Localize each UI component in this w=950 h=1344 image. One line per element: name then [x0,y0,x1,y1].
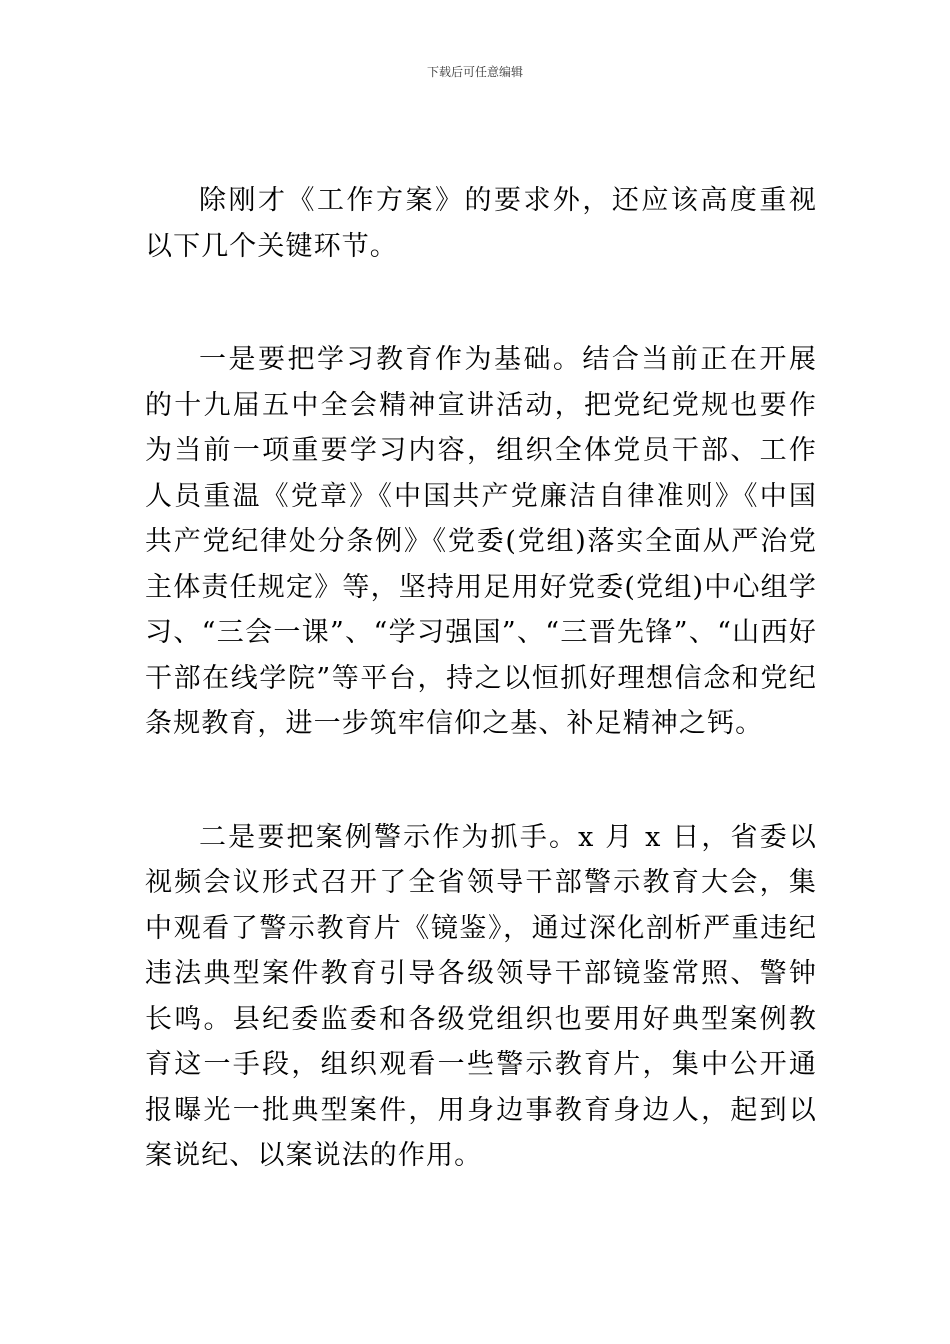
paragraph-case-warning: 二是要把案例警示作为抓手。x 月 x 日，省委以视频会议形式召开了全省领导干部警示教育大会，集中观看了警示教育片《镜鉴》，通过深化剖析严重违纪违法典型案件教育引导各级领导干部镜鉴常照、警钟长鸣。县纪委监委和各级党组织也要用好典型案例教育这一手段，组织观看一些警示教育片，集中公开通报曝光一批典型案件，用身边事教育身边人，起到以案说纪、以案说法的作用。 [145,821,817,1171]
paragraph-intro: 除刚才《工作方案》的要求外，还应该高度重视以下几个关键环节。 [145,185,817,262]
paragraph-study-education: 一是要把学习教育作为基础。结合当前正在开展的十九届五中全会精神宣讲活动，把党纪党规也要作为当前一项重要学习内容，组织全体党员干部、工作人员重温《党章》《中国共产党廉洁自律准则》《中国共产党纪律处分条例》《党委(党组)落实全面从严治党主体责任规定》等，坚持用足用好党委(党组)中心组学习、“三会一课”、“学习强国”、“三晋先锋”、“山西好干部在线学院”等平台，持之以恒抓好理想信念和党纪条规教育，进一步筑牢信仰之基、补足精神之钙。 [145,344,817,739]
document-body [145,178,817,1179]
page-header: 下载后可任意编辑 [426,65,523,79]
